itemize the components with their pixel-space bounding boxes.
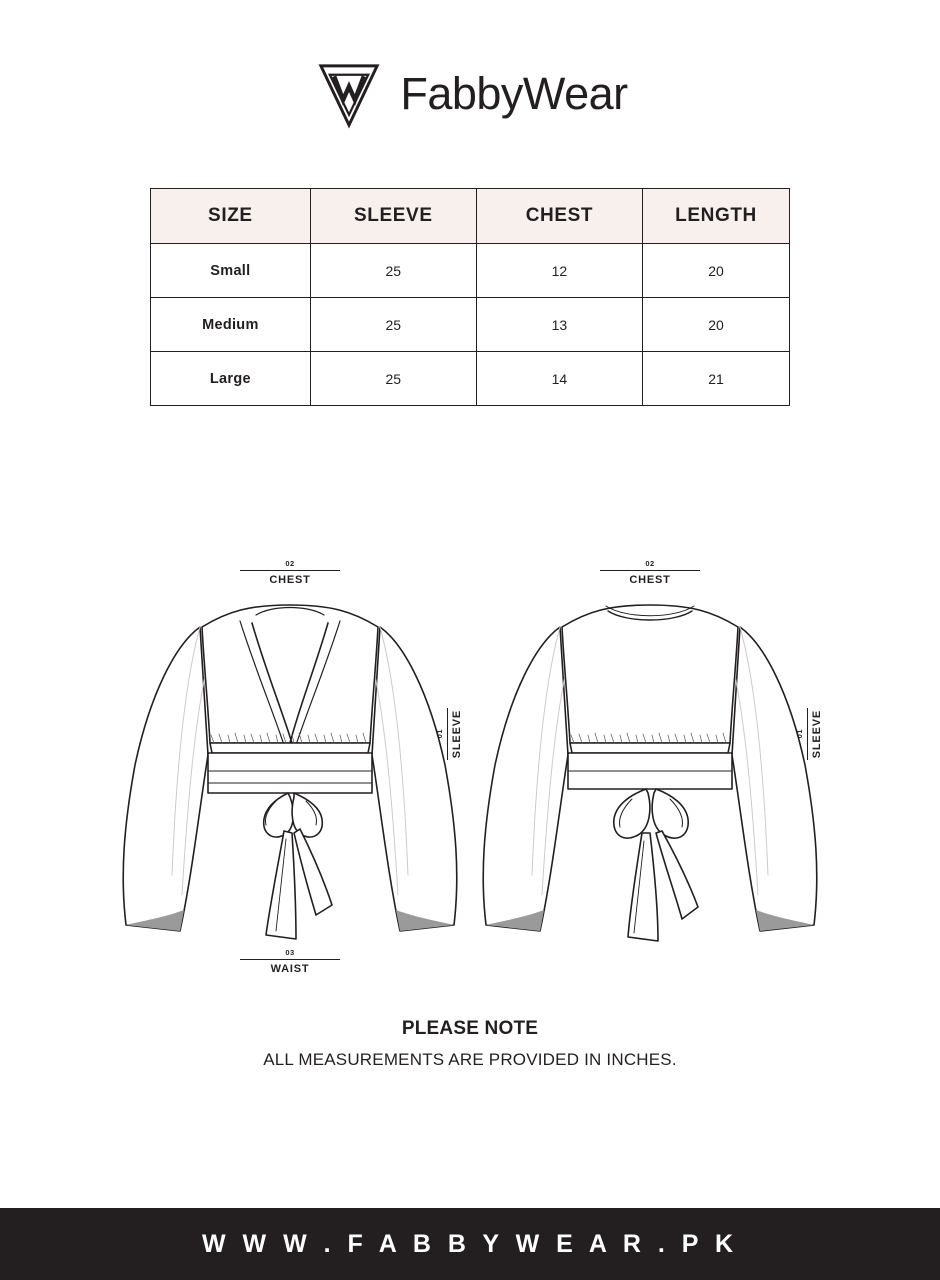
cell-length: 20: [643, 244, 790, 298]
column-header-chest: CHEST: [476, 189, 642, 244]
back-sleeve-label: SLEEVE: [811, 709, 823, 759]
front-chest-number: 02: [285, 559, 295, 568]
cell-chest: 14: [476, 352, 642, 406]
cell-sleeve: 25: [310, 244, 476, 298]
table-row: [151, 352, 790, 406]
cell-length: 21: [643, 352, 790, 406]
footer-website[interactable]: W W W . F A B B Y W E A R . P K: [201, 1229, 739, 1258]
front-chest-label: CHEST: [269, 574, 311, 586]
cell-size: Large: [151, 352, 311, 406]
measure-rule: [240, 570, 340, 571]
figure-back-view: [440, 545, 860, 1005]
column-header-size: SIZE: [151, 189, 311, 244]
cell-size: Small: [151, 244, 311, 298]
fabbywear-w-logo-icon: [312, 57, 386, 131]
back-chest-label: CHEST: [629, 574, 671, 586]
cell-sleeve: 25: [310, 298, 476, 352]
brand-name: FabbyWear: [400, 68, 628, 119]
front-sleeve-label: SLEEVE: [451, 709, 463, 759]
table-row: [151, 244, 790, 298]
note-subtitle: ALL MEASUREMENTS ARE PROVIDED IN INCHES.: [263, 1050, 677, 1069]
back-sleeve-number: 01: [795, 729, 804, 739]
front-waist-label: WAIST: [270, 963, 310, 975]
please-note-block: [0, 1018, 940, 1070]
figure-front-view: [80, 545, 500, 1005]
column-header-sleeve: SLEEVE: [310, 189, 476, 244]
cell-length: 20: [643, 298, 790, 352]
cell-chest: 13: [476, 298, 642, 352]
table-header-row: [151, 189, 790, 244]
front-waist-number: 03: [285, 948, 295, 957]
back-chest-number: 02: [645, 559, 655, 568]
cell-sleeve: 25: [310, 352, 476, 406]
note-title: PLEASE NOTE: [401, 1018, 539, 1039]
brand-header: [0, 0, 940, 140]
back-garment-illustration: [440, 575, 860, 995]
front-sleeve-number: 01: [435, 729, 444, 739]
table-row: [151, 298, 790, 352]
cell-size: Medium: [151, 298, 311, 352]
cell-chest: 12: [476, 244, 642, 298]
measure-rule: [600, 570, 700, 571]
column-header-length: LENGTH: [643, 189, 790, 244]
technical-drawings: [0, 545, 940, 1005]
size-chart-table: [150, 188, 790, 406]
footer-bar: [0, 1208, 940, 1280]
front-garment-illustration: [80, 575, 500, 995]
